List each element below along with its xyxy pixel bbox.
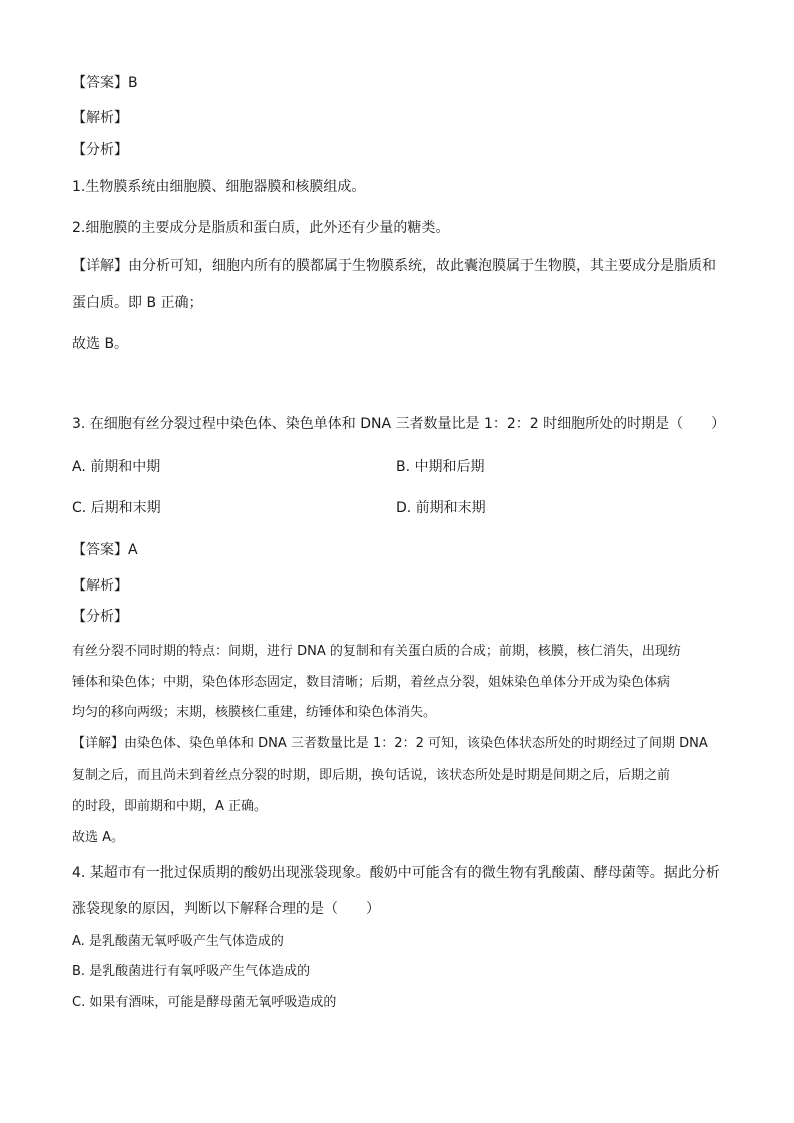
q2-answer: 【答案】B <box>72 75 138 91</box>
q4-stem-line-1: 4. 某超市有一批过保质期的酸奶出现涨袋现象。酸奶中可能含有的微生物有乳酸菌、酵母菌等。据此分析 <box>72 865 720 881</box>
q3-option-a: A. 前期和中期 <box>72 459 161 475</box>
q4-option-b: B. 是乳酸菌进行有氧呼吸产生气体造成的 <box>72 964 311 979</box>
q3-option-b: B. 中期和后期 <box>396 459 485 475</box>
q3-stem: 3. 在细胞有丝分裂过程中染色体、染色单体和 DNA 三者数量比是 1：2：2 时细胞所处的时期是（ ） <box>72 416 726 432</box>
q4-stem-line-2: 涨袋现象的原因，判断以下解释合理的是（ ） <box>72 901 380 917</box>
q4-option-c: C. 如果有酒味，可能是酵母菌无氧呼吸造成的 <box>72 995 337 1010</box>
q3-answer: 【答案】A <box>72 542 138 558</box>
q3-conclusion: 故选 A。 <box>72 830 125 845</box>
q2-detail-line-1: 【详解】由分析可知，细胞内所有的膜都属于生物膜系统，故此囊泡膜属于生物膜，其主要成分是脂质和 <box>72 258 716 274</box>
q4-option-a: A. 是乳酸菌无氧呼吸产生气体造成的 <box>72 934 284 949</box>
q2-jiexi-heading: 【解析】 <box>72 110 128 126</box>
q3-analysis-line-2: 锤体和染色体；中期，染色体形态固定，数目清晰；后期，着丝点分裂，姐妹染色单体分开成为染色体病 <box>72 675 671 690</box>
q3-detail-line-3: 的时段，即前期和中期，A 正确。 <box>72 799 268 814</box>
q3-jiexi-heading: 【解析】 <box>72 578 128 594</box>
q3-option-d: D. 前期和末期 <box>396 500 486 516</box>
q3-analysis-line-3: 均匀的移向两级；末期，核膜核仁重建，纺锤体和染色体消失。 <box>72 705 437 720</box>
q2-analysis-line-1: 1.生物膜系统由细胞膜、细胞器膜和核膜组成。 <box>72 179 366 195</box>
q2-detail-line-2: 蛋白质。即 B 正确； <box>72 295 203 311</box>
q2-analysis-line-2: 2.细胞膜的主要成分是脂质和蛋白质，此外还有少量的糖类。 <box>72 220 450 236</box>
q3-detail-line-1: 【详解】由染色体、染色单体和 DNA 三者数量比是 1：2：2 可知，该染色体状态所处的时期经过了间期 DNA <box>72 736 708 751</box>
q3-option-c: C. 后期和末期 <box>72 500 161 516</box>
q3-detail-line-2: 复制之后，而且尚未到着丝点分裂的时期，即后期，换句话说，该状态所处是时期是间期之后，后期之前 <box>72 768 671 783</box>
q2-fenxi-heading: 【分析】 <box>72 142 128 158</box>
q3-analysis-line-1: 有丝分裂不同时期的特点：间期，进行 DNA 的复制和有关蛋白质的合成；前期，核膜，核仁消失，出现纺 <box>72 644 681 659</box>
q3-fenxi-heading: 【分析】 <box>72 609 128 625</box>
q2-conclusion: 故选 B。 <box>72 336 129 352</box>
